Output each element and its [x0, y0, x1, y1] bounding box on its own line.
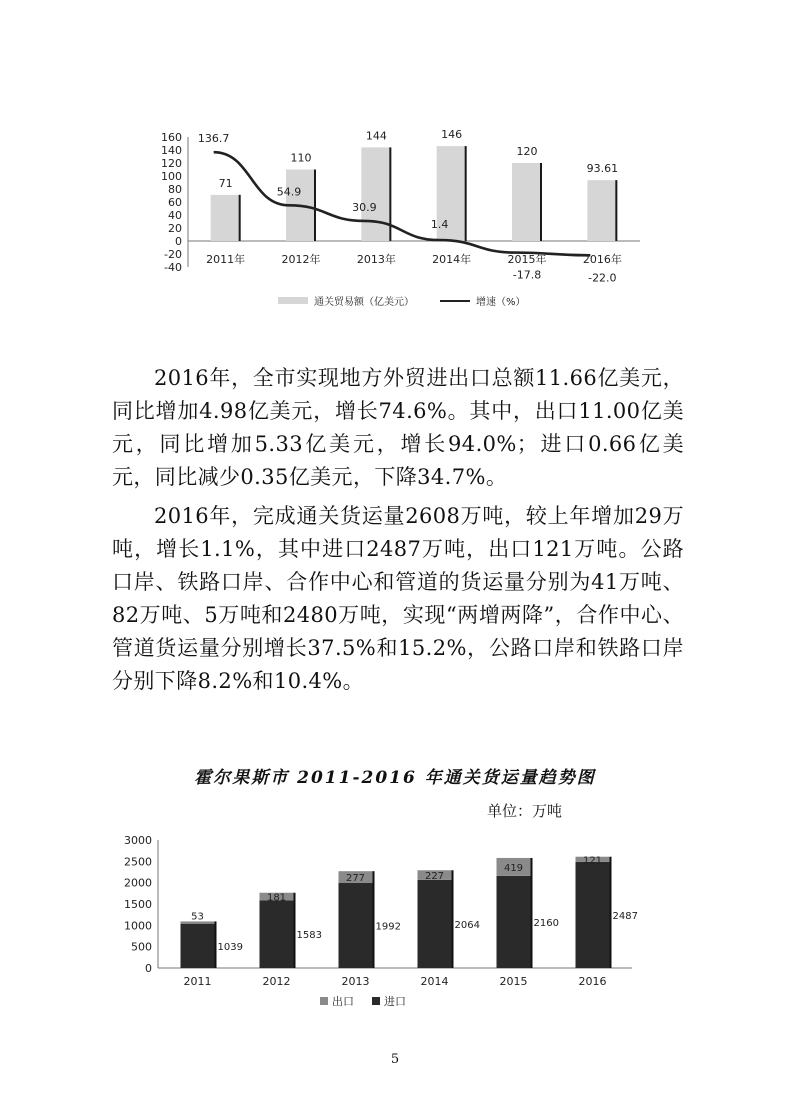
import-value-label: 2160 [533, 917, 559, 929]
import-value-label: 1039 [217, 941, 243, 953]
trade-bar-edge [389, 147, 391, 241]
bar-shadow [215, 921, 217, 968]
growth-label: 136.7 [197, 132, 230, 146]
trade-bar [512, 163, 542, 241]
trade-bar-label: 144 [365, 129, 387, 143]
cargo-chart [110, 820, 650, 1020]
trade-chart-labels [198, 128, 622, 284]
trade-bar [587, 180, 617, 241]
import-value-label: 2064 [454, 919, 480, 931]
x-tick-label: 2016年 [582, 253, 622, 266]
export-value-label: 277 [345, 873, 366, 885]
import-value-label: 2487 [612, 910, 638, 922]
trade-chart-legend [278, 295, 526, 308]
x-tick-label: 2011年 [206, 253, 246, 266]
import-value-label: 1583 [296, 930, 322, 942]
trade-bar-edge [540, 163, 542, 241]
legend-swatch-trade [278, 297, 308, 304]
bar-shadow [373, 871, 375, 968]
y-tick-label: 20 [168, 222, 182, 235]
y-tick-label: 0 [175, 235, 182, 248]
x-tick-label: 2015 [499, 975, 528, 988]
trade-bar [211, 195, 241, 241]
trade-bar-edge [615, 180, 617, 241]
trade-bar-label: 93.61 [586, 162, 619, 176]
import-value-label: 1992 [375, 921, 401, 933]
cargo-chart-unit: 单位：万吨 [487, 802, 563, 820]
y-tick-label: 140 [161, 144, 182, 157]
trade-bar [361, 147, 391, 241]
y-tick-label: -20 [164, 248, 182, 261]
export-value-label: 181 [266, 892, 287, 904]
y-tick-label: 1000 [124, 919, 152, 933]
bar-shadow [452, 870, 454, 968]
trade-bar-label: 146 [441, 128, 463, 142]
y-tick-label: 100 [161, 170, 182, 183]
trade-bars [211, 146, 618, 241]
bar-shadow [531, 858, 533, 968]
y-tick-label: 120 [161, 157, 182, 170]
legend-swatch-export [320, 997, 328, 1005]
x-tick-label: 2016 [578, 975, 607, 988]
x-tick-label: 2011 [183, 975, 212, 988]
x-tick-label: 2012 [262, 975, 291, 988]
legend-swatch-import [372, 997, 380, 1005]
legend-label-import: 进口 [384, 995, 406, 1008]
export-value-label: 121 [582, 855, 603, 867]
x-tick-label: 2014 [420, 975, 449, 988]
growth-label: 54.9 [276, 185, 302, 199]
import-bar [576, 862, 610, 968]
growth-label: -17.8 [512, 268, 542, 282]
y-tick-label: 60 [168, 196, 182, 209]
trade-bar-edge [465, 146, 467, 241]
legend-label-growth: 增速（%） [476, 297, 526, 308]
trade-chart [140, 115, 650, 320]
x-tick-label: 2012年 [281, 253, 321, 266]
x-tick-label: 2013 [341, 975, 370, 988]
export-value-label: 53 [191, 911, 204, 923]
trade-bar-label: 120 [516, 145, 538, 158]
trade-bar-label: 110 [290, 151, 312, 165]
y-tick-label: 2000 [124, 876, 152, 890]
cargo-bars [181, 857, 612, 968]
trade-bar-edge [314, 170, 316, 242]
bar-shadow [294, 893, 296, 968]
cargo-chart-legend [320, 994, 406, 1008]
legend-label-export: 出口 [332, 995, 354, 1008]
x-tick-label: 2015年 [507, 253, 547, 266]
y-tick-label: 2500 [124, 855, 152, 869]
import-bar [181, 924, 215, 968]
growth-label: 1.4 [430, 218, 449, 232]
y-tick-label: 0 [145, 962, 152, 975]
paragraph-cargo: 2016年，完成通关货运量2608万吨，较上年增加29万吨，增长1.1%，其中进口2487万吨，出口121万吨。公路口岸、铁路口岸、合作中心和管道的货运量分别为41万吨、82万吨、5万吨和2480万吨，实现“两增两降”，合作中心、管道货运量分别增长37.5%和15.2%，公路口岸和铁路口岸分别下降8.2%和10.4%。 [112, 504, 684, 693]
y-tick-label: 1500 [124, 898, 152, 911]
import-bar [260, 900, 294, 968]
y-tick-label: -40 [164, 261, 182, 274]
y-tick-label: 160 [161, 131, 182, 144]
cargo-chart-title: 霍尔果斯市 2011-2016 年通关货运量趋势图 [194, 768, 596, 788]
y-tick-label: 80 [168, 183, 182, 196]
trade-bar-edge [239, 195, 241, 241]
y-tick-label: 3000 [124, 834, 152, 847]
page-number: 5 [390, 1052, 400, 1067]
y-tick-label: 500 [131, 940, 152, 954]
export-value-label: 419 [503, 862, 524, 874]
import-bar [497, 876, 531, 968]
paragraph-trade: 2016年，全市实现地方外贸进出口总额11.66亿美元，同比增加4.98亿美元，增长74.6%。其中，出口11.00亿美元，同比增加5.33亿美元，增长94.0%；进口0.66亿美元，同比减少0.35亿美元，下降34.7%。 [112, 366, 684, 489]
bar-shadow [610, 857, 612, 968]
legend-label-trade: 通关贸易额（亿美元） [314, 297, 414, 308]
growth-label: -22.0 [588, 271, 617, 285]
growth-label: 30.9 [352, 200, 377, 214]
import-bar [339, 883, 373, 968]
x-tick-label: 2014年 [432, 253, 472, 266]
import-bar [418, 880, 452, 968]
x-tick-label: 2013年 [356, 253, 396, 266]
trade-bar-label: 71 [218, 176, 233, 190]
y-tick-label: 40 [168, 209, 182, 222]
export-value-label: 227 [424, 871, 445, 883]
